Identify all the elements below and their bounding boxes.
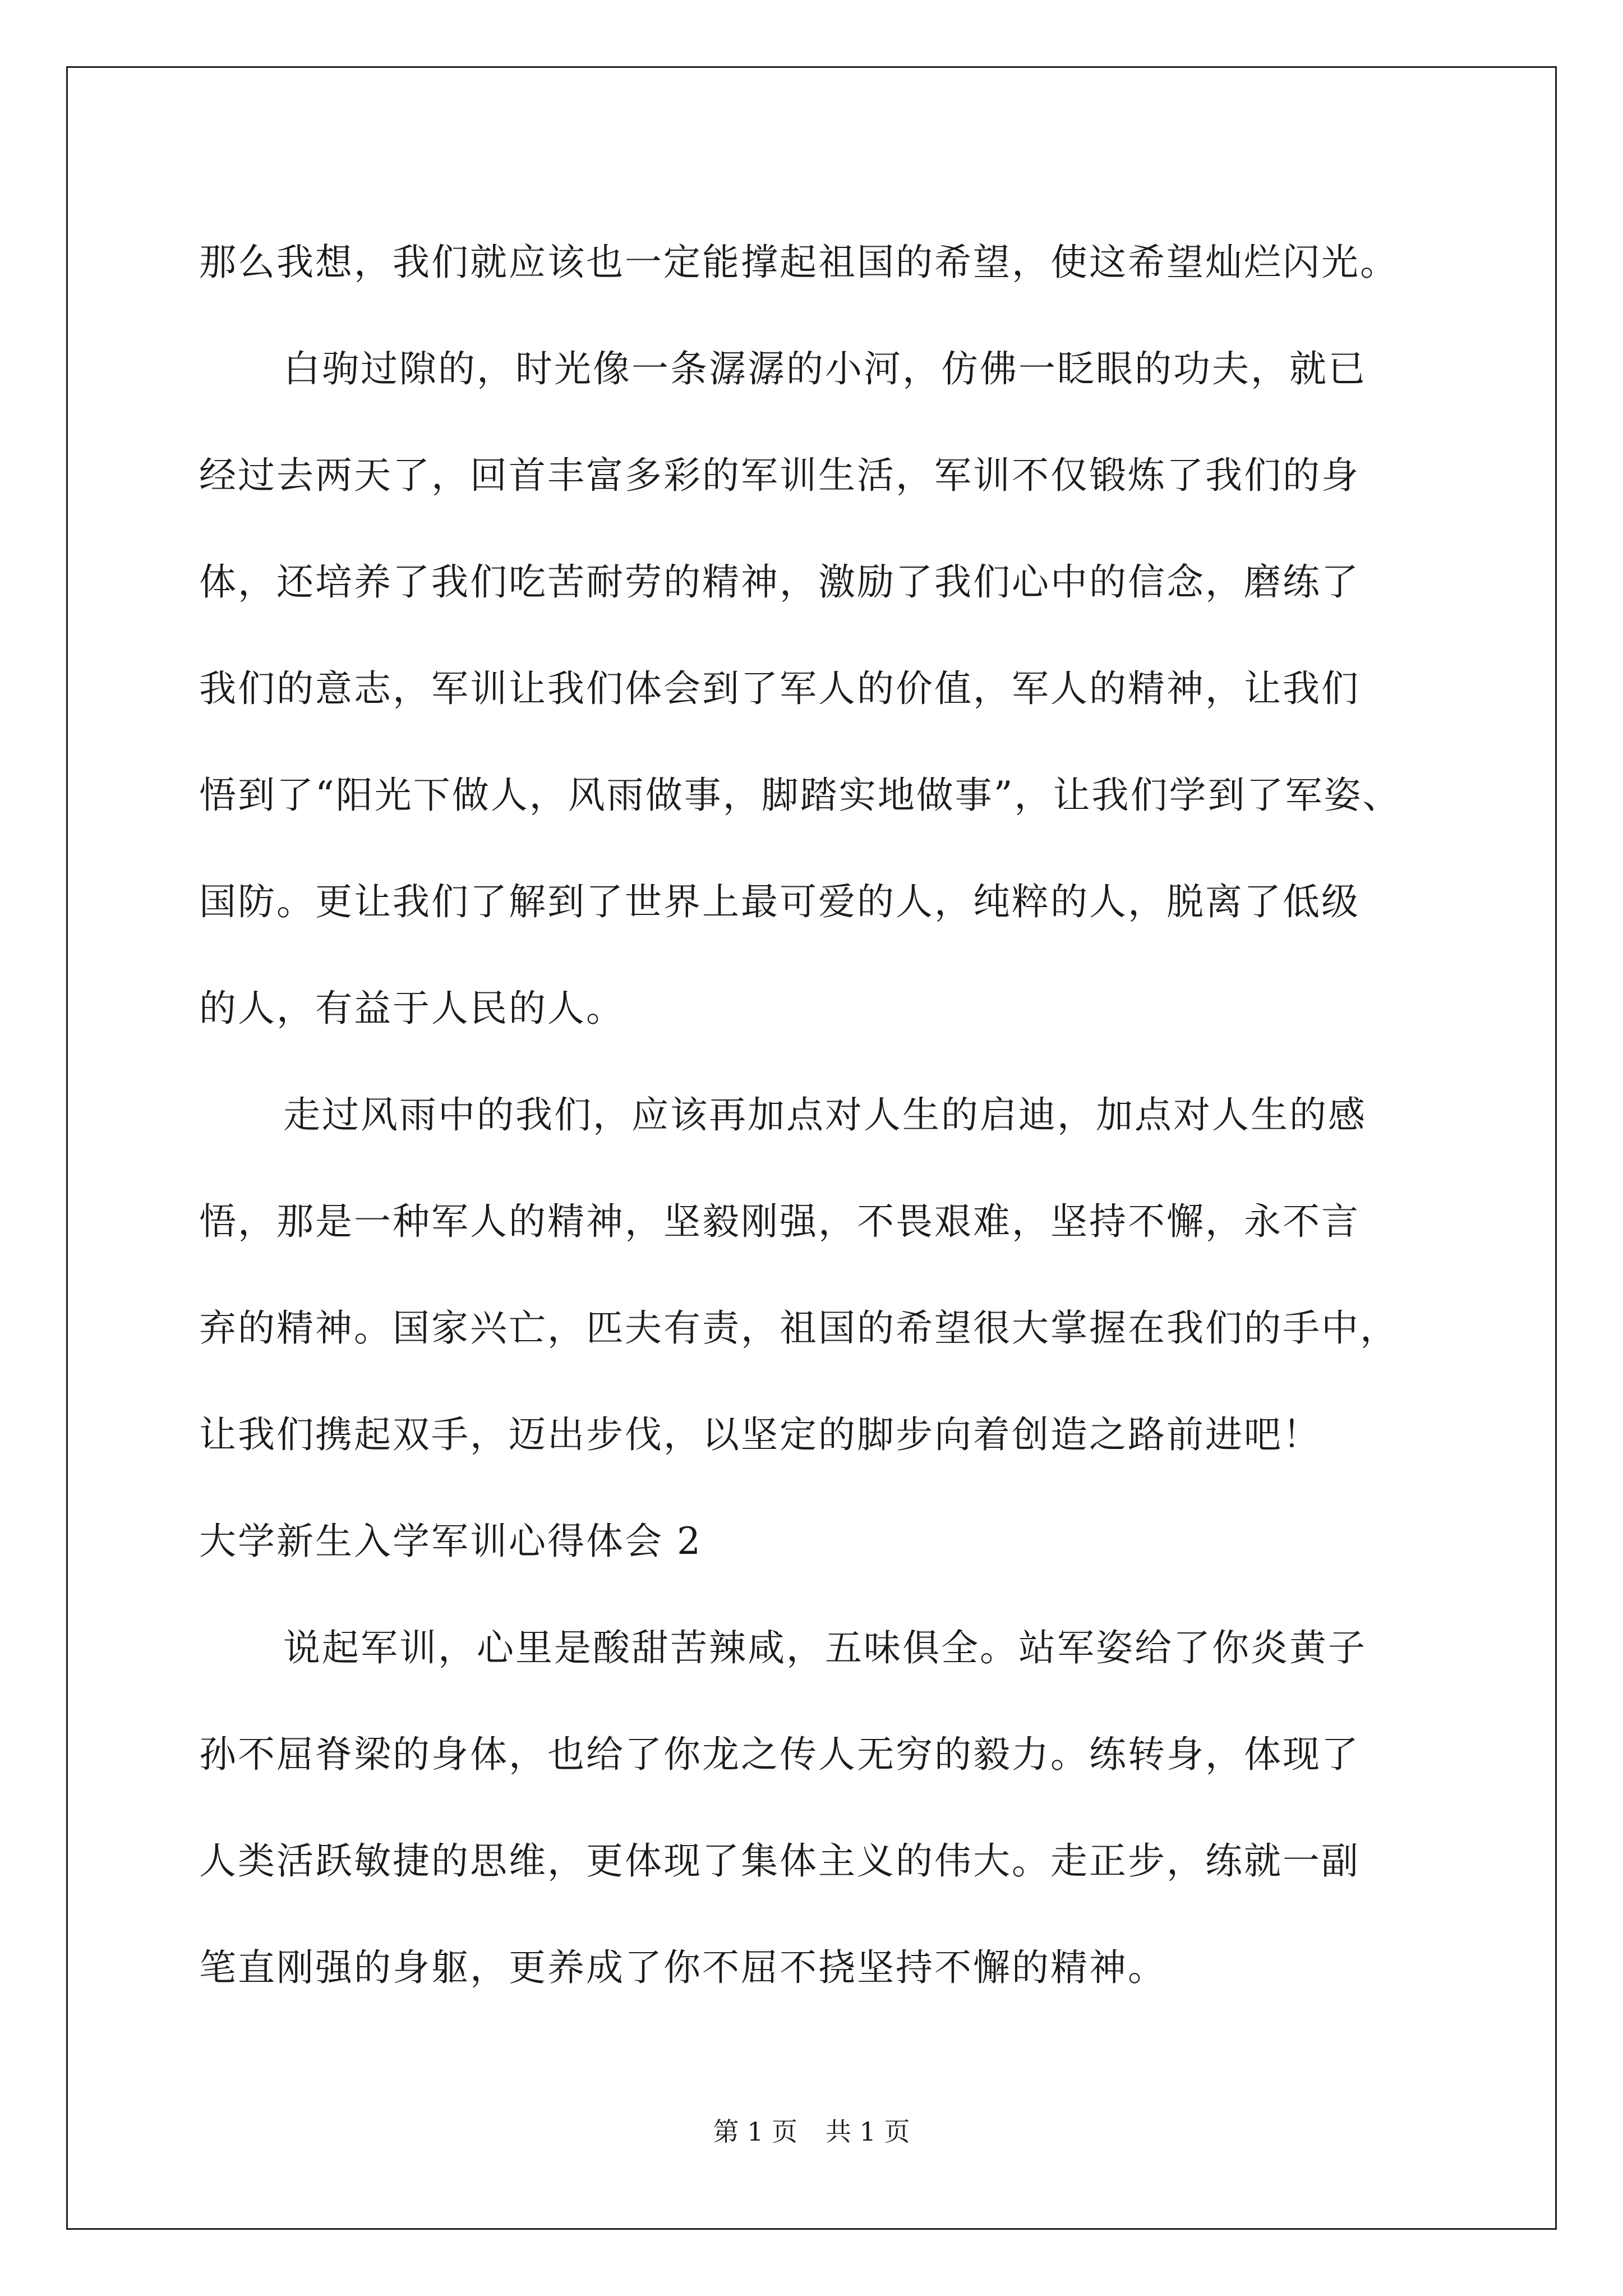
text-line: 国防。更让我们了解到了世界上最可爱的人，纯粹的人，脱离了低级 <box>199 880 1360 923</box>
paragraph-start-line: 走过风雨中的我们，应该再加点对人生的启迪，加点对人生的感 <box>283 1093 1367 1137</box>
text-line: 弃的精神。国家兴亡，匹夫有责，祖国的希望很大掌握在我们的手中， <box>199 1306 1399 1350</box>
document-body <box>199 209 1433 2021</box>
text-line: 的人，有益于人民的人。 <box>199 987 625 1030</box>
page-number-total: 共 1 页 <box>826 2116 910 2147</box>
paragraph-start-line: 白驹过隙的，时光像一条潺潺的小河，仿佛一眨眼的功夫，就已 <box>283 347 1367 390</box>
text-line: 笔直刚强的身躯，更养成了你不屈不挠坚持不懈的精神。 <box>199 1946 1166 1989</box>
text-line: 那么我想，我们就应该也一定能撑起祖国的希望，使这希望灿烂闪光。 <box>199 241 1399 284</box>
text-line: 我们的意志，军训让我们体会到了军人的价值，军人的精神，让我们 <box>199 667 1360 710</box>
text-line: 体，还培养了我们吃苦耐劳的精神，激励了我们心中的信念，磨练了 <box>199 560 1360 604</box>
text-line: 悟到了“阳光下做人，风雨做事，脚踏实地做事”，让我们学到了军姿、 <box>199 774 1401 817</box>
text-line: 让我们携起双手，迈出步伐，以坚定的脚步向着创造之路前进吧！ <box>199 1413 1321 1456</box>
text-line: 孙不屈脊梁的身体，也给了你龙之传人无穷的毅力。练转身，体现了 <box>199 1733 1360 1776</box>
text-line: 悟，那是一种军人的精神，坚毅刚强，不畏艰难，坚持不懈，永不言 <box>199 1200 1360 1243</box>
text-line: 经过去两天了，回首丰富多彩的军训生活，军训不仅锻炼了我们的身 <box>199 454 1360 497</box>
page-footer <box>0 2115 1623 2148</box>
section-heading: 大学新生入学军训心得体会 2 <box>199 1520 702 1563</box>
page-number-current: 第 1 页 <box>713 2116 797 2147</box>
text-line: 人类活跃敏捷的思维，更体现了集体主义的伟大。走正步，练就一副 <box>199 1839 1360 1883</box>
paragraph-start-line: 说起军训，心里是酸甜苦辣咸，五味俱全。站军姿给了你炎黄子 <box>283 1626 1367 1669</box>
